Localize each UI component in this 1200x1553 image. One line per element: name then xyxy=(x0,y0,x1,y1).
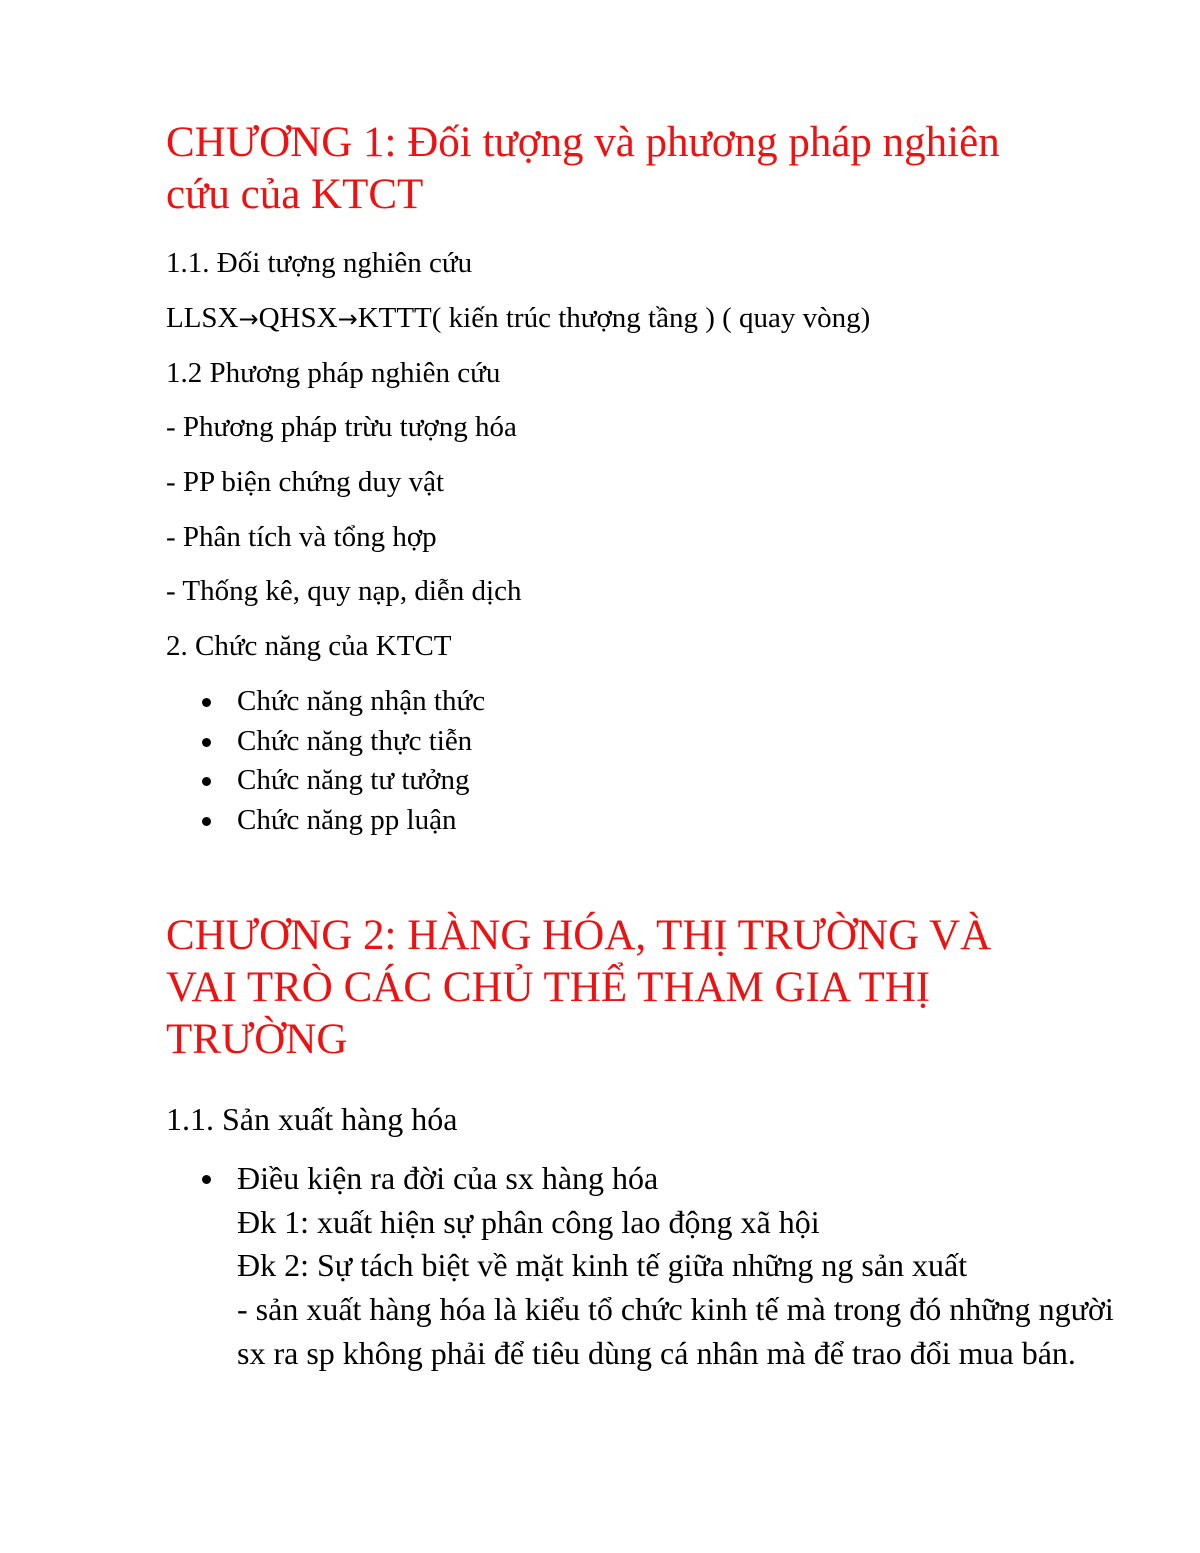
method-item: - Phương pháp trừu tượng hóa xyxy=(166,411,517,443)
list-item xyxy=(166,682,485,722)
chapter2-title-line3: TRƯỜNG xyxy=(166,1016,348,1063)
condition-title: Điều kiện ra đời của sx hàng hóa xyxy=(237,1160,659,1196)
flow-qhsx: QHSX xyxy=(258,302,338,334)
flow-llsx: LLSX xyxy=(166,302,239,334)
bullet-icon xyxy=(202,817,211,826)
chapter1-title xyxy=(166,117,1000,221)
chapter1-section-2: 2. Chức năng của KTCT xyxy=(166,630,452,662)
flow-kttt: KTTT( kiến trúc thượng tầng ) ( quay vòng) xyxy=(357,302,871,334)
arrow-right-icon: → xyxy=(337,305,358,333)
list-item xyxy=(166,761,485,801)
definition-text: - sản xuất hàng hóa là kiểu tổ chức kinh tế mà trong đó những người sx ra sp không phải để tiêu dùng cá nhân mà để trao đổi mua bán. xyxy=(237,1291,1114,1371)
chapter1-section-1-1: 1.1. Đối tượng nghiên cứu xyxy=(166,247,473,279)
arrow-right-icon: → xyxy=(238,305,259,333)
chapter2-title-line2: VAI TRÒ CÁC CHỦ THỂ THAM GIA THỊ xyxy=(166,964,931,1011)
chapter1-title-line1: CHƯƠNG 1: Đối tượng và phương pháp nghiên xyxy=(166,119,1000,166)
method-item: - Phân tích và tổng hợp xyxy=(166,521,437,553)
chapter2-title xyxy=(166,910,991,1066)
function-label: Chức năng thực tiễn xyxy=(237,724,473,757)
function-label: Chức năng pp luận xyxy=(237,803,457,836)
functions-list xyxy=(166,682,485,840)
chapter1-title-line2: cứu của KTCT xyxy=(166,171,424,218)
list-item xyxy=(166,722,485,762)
chapter2-section-1-1: 1.1. Sản xuất hàng hóa xyxy=(166,1101,458,1137)
method-item: - PP biện chứng duy vật xyxy=(166,466,445,498)
condition-dk2: Đk 2: Sự tách biệt về mặt kinh tế giữa những ng sản xuất xyxy=(237,1247,968,1284)
bullet-icon xyxy=(202,738,211,747)
bullet-icon xyxy=(202,777,211,786)
list-item xyxy=(166,801,485,841)
function-label: Chức năng nhận thức xyxy=(237,685,486,717)
chapter1-flow-line xyxy=(166,300,870,337)
function-label: Chức năng tư tưởng xyxy=(237,764,470,796)
bullet-icon xyxy=(202,698,211,707)
list-item xyxy=(166,1157,1127,1376)
method-item: - Thống kê, quy nạp, diễn dịch xyxy=(166,575,522,607)
chapter1-section-1-2: 1.2 Phương pháp nghiên cứu xyxy=(166,357,501,389)
condition-dk1: Đk 1: xuất hiện sự phân công lao động xã hội xyxy=(237,1203,820,1240)
conditions-list xyxy=(166,1157,1127,1376)
chapter2-title-line1: CHƯƠNG 2: HÀNG HÓA, THỊ TRƯỜNG VÀ xyxy=(166,912,992,959)
bullet-icon xyxy=(202,1175,211,1184)
